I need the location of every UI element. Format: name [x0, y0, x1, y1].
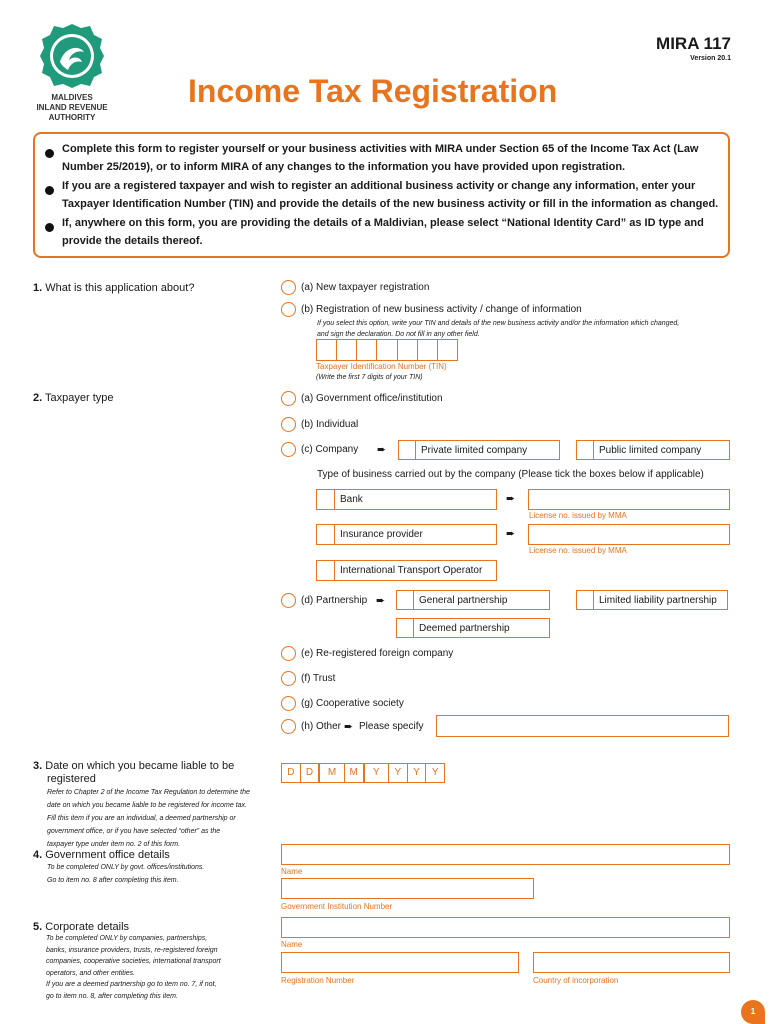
bullet-dot-icon [45, 186, 54, 195]
page-number: 1 [741, 1000, 765, 1024]
form-number: MIRA 117 [656, 34, 731, 53]
bank-license-label: License no. issued by MMA [529, 511, 627, 520]
q2-option-h-label: (h) Other [301, 721, 342, 732]
tin-input[interactable] [316, 339, 458, 361]
private-ltd-label: Private limited company [421, 445, 528, 456]
right-arrow-icon: ➨ [376, 595, 386, 607]
bullet-dot-icon [45, 149, 54, 158]
q4-note: To be completed ONLY by govt. offices/institutions. Go to item no. 8 after completing this item. [47, 864, 205, 884]
notice-line: Number 25/2019), or to inform MIRA of any changes to the information you have provided upon registration. [62, 161, 626, 173]
q2-label: 2. Taxpayer type [33, 392, 114, 404]
country-incorporation-input[interactable] [533, 952, 730, 973]
registration-number-input[interactable] [281, 952, 519, 973]
notice-line: provide the details thereof. [62, 235, 203, 247]
q1-option-a-label: (a) New taxpayer registration [301, 282, 430, 293]
q1-label: 1. What is this application about? [33, 282, 195, 294]
q2-radio-b[interactable] [281, 417, 296, 432]
corporate-name-input[interactable] [281, 917, 730, 938]
tin-label: Taxpayer Identification Number (TIN) [316, 362, 447, 371]
liability-date-input[interactable]: D D M M Y Y Y Y [281, 763, 445, 783]
q5-note: To be completed ONLY by companies, partnerships, banks, insurance providers, trusts, re-registered foreign companies, cooperative societies, international transport operators, and other entities. If you are a deemed partnership go to item no. 7, if not, go to item no. 8, after completing this item. [46, 935, 221, 1000]
q5-label: 5. Corporate details [33, 921, 130, 933]
llp-checkbox[interactable] [576, 590, 728, 610]
other-specify-input[interactable] [436, 715, 729, 737]
q2-radio-e[interactable] [281, 646, 296, 661]
right-arrow-icon: ➨ [377, 444, 387, 456]
corporate-name-label: Name [281, 940, 303, 949]
please-specify-label: Please specify [359, 721, 424, 732]
q2-option-f-label: (f) Trust [301, 673, 336, 684]
q4-label: 4. Government office details [33, 849, 170, 861]
llp-label: Limited liability partnership [599, 595, 717, 606]
registration-number-label: Registration Number [281, 976, 355, 985]
deemed-partnership-label: Deemed partnership [419, 623, 510, 634]
insurance-label: Insurance provider [340, 529, 423, 540]
business-type-heading: Type of business carried out by the company (Please tick the boxes below if applicable) [317, 469, 704, 480]
mira-logo [38, 22, 106, 90]
bullet-dot-icon [45, 223, 54, 232]
logo-text: MALDIVES INLAND REVENUE AUTHORITY [36, 93, 108, 122]
instructions-box [33, 132, 730, 258]
q3-label: 3. Date on which you became liable to be registered [33, 760, 235, 785]
q1-note: If you select this option, write your TIN and details of the new business activity and/or the information which changed, and sign the declaration. Do not fill in any other field. [317, 320, 680, 338]
notice-line: Taxpayer Identification Number (TIN) and provide the details of the new business activity or fill in the information as changed. [62, 198, 719, 210]
page-title: Income Tax Registration [188, 73, 558, 109]
bank-checkbox[interactable] [316, 489, 497, 510]
transport-checkbox[interactable] [316, 560, 497, 581]
insurance-license-input[interactable] [528, 524, 730, 545]
q1-radio-b[interactable] [281, 302, 296, 317]
public-ltd-checkbox[interactable] [576, 440, 730, 460]
q2-option-e-label: (e) Re-registered foreign company [301, 648, 454, 659]
bank-label: Bank [340, 494, 363, 505]
q1-radio-a[interactable] [281, 280, 296, 295]
private-ltd-checkbox[interactable] [398, 440, 560, 460]
q1-option-b-label: (b) Registration of new business activity / change of information [301, 304, 582, 315]
transport-label: International Transport Operator [340, 565, 483, 576]
right-arrow-icon: ➨ [344, 721, 354, 733]
q2-radio-g[interactable] [281, 696, 296, 711]
q2-option-c-label: (c) Company [301, 444, 359, 455]
gov-name-label: Name [281, 867, 303, 876]
right-arrow-icon: ➨ [506, 528, 516, 540]
q2-radio-h[interactable] [281, 719, 296, 734]
q2-radio-c[interactable] [281, 442, 296, 457]
gov-name-input[interactable] [281, 844, 730, 865]
q2-option-b-label: (b) Individual [301, 419, 359, 430]
right-arrow-icon: ➨ [506, 493, 516, 505]
gov-institution-number-label: Government Institution Number [281, 902, 393, 911]
general-partnership-label: General partnership [419, 595, 508, 606]
gov-institution-number-input[interactable] [281, 878, 534, 899]
insurance-checkbox[interactable] [316, 524, 497, 545]
q2-option-a-label: (a) Government office/institution [301, 393, 443, 404]
notice-line: If you are a registered taxpayer and wish to register an additional business activity or change any information, enter your [62, 180, 696, 192]
notice-line: If, anywhere on this form, you are providing the details of a Maldivian, please select “National Identity Card” as ID type and [62, 217, 704, 229]
bank-license-input[interactable] [528, 489, 730, 510]
q2-option-d-label: (d) Partnership [301, 595, 368, 606]
q3-note: Refer to Chapter 2 of the Income Tax Regulation to determine the date on which you became liable to be registered for income tax. Fill this item if you are an individual, a deemed partnership or government office, or if you have selected “other” as the taxpayer type under item no. 2 of this form. [47, 789, 250, 848]
deemed-partnership-checkbox[interactable] [396, 618, 550, 638]
version-label: Version 20.1 [690, 55, 731, 62]
insurance-license-label: License no. issued by MMA [529, 546, 627, 555]
country-incorporation-label: Country of incorporation [533, 976, 619, 985]
public-ltd-label: Public limited company [599, 445, 702, 456]
q2-radio-a[interactable] [281, 391, 296, 406]
q2-radio-d[interactable] [281, 593, 296, 608]
tin-hint: (Write the first 7 digits of your TIN) [316, 374, 423, 381]
general-partnership-checkbox[interactable] [396, 590, 550, 610]
q2-option-g-label: (g) Cooperative society [301, 698, 404, 709]
notice-line: Complete this form to register yourself or your business activities with MIRA under Section 65 of the Income Tax Act (Law [62, 143, 699, 155]
q2-radio-f[interactable] [281, 671, 296, 686]
